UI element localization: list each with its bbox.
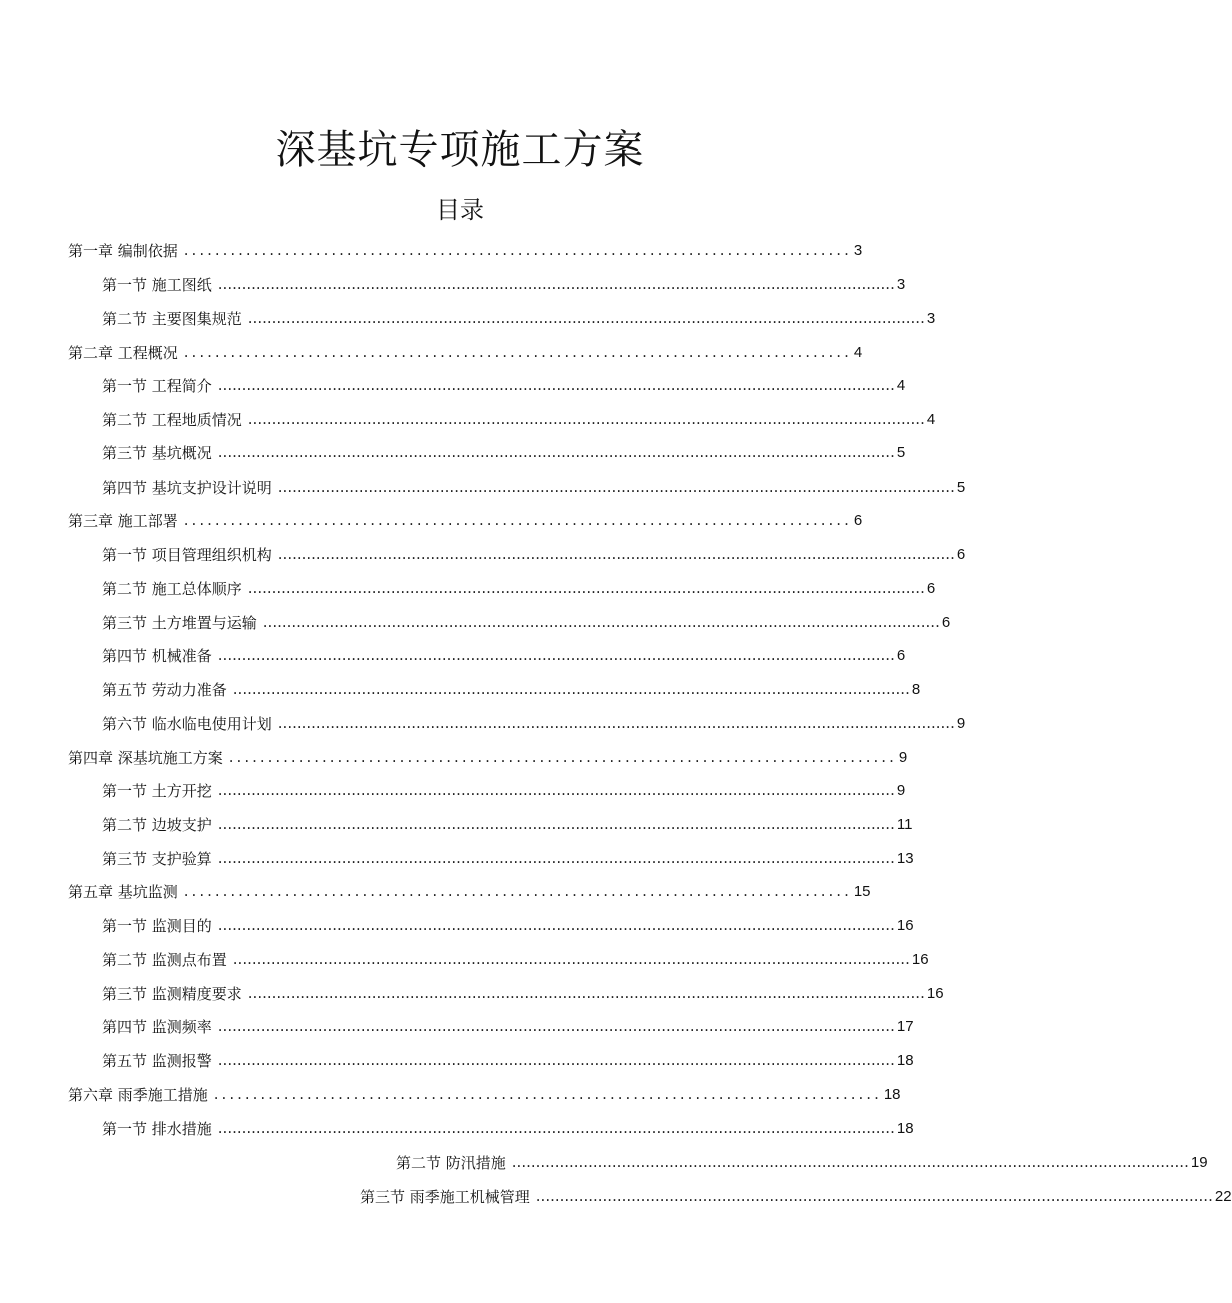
toc-entry-section[interactable] <box>102 408 936 430</box>
toc-entry-section[interactable] <box>396 1151 1208 1173</box>
toc-entry-page: 6 <box>896 646 906 664</box>
toc-entry-label: 第一节 项目管理组织机构 <box>102 545 272 564</box>
dot-leader: ...................................................................................... <box>183 511 852 529</box>
toc-entry-page: 15 <box>853 882 871 900</box>
dot-leader: .............................................................................................................................................. <box>247 410 925 428</box>
toc-entry-section[interactable] <box>360 1185 1232 1207</box>
dot-leader: ...................................................................................... <box>228 748 897 766</box>
toc-entry-label: 第一节 排水措施 <box>102 1119 212 1138</box>
toc-entry-page: 3 <box>853 241 863 259</box>
toc-entry-label: 第四节 监测频率 <box>102 1017 212 1036</box>
toc-entry-label: 第三节 土方堆置与运输 <box>102 613 257 632</box>
toc-entry-section[interactable] <box>102 441 906 463</box>
toc-entry-page: 9 <box>898 748 908 766</box>
dot-leader: .............................................................................................................................................. <box>217 376 895 394</box>
toc-entry-label: 第二节 工程地质情况 <box>102 410 242 429</box>
toc-entry-page: 4 <box>896 376 906 394</box>
toc-entry-page: 6 <box>941 613 951 631</box>
toc-entry-label: 第一节 土方开挖 <box>102 781 212 800</box>
toc-entry-chapter[interactable] <box>68 239 863 261</box>
toc-entry-section[interactable] <box>102 374 906 396</box>
toc-entry-section[interactable] <box>102 1049 914 1071</box>
toc-entry-label: 第三节 雨季施工机械管理 <box>360 1187 530 1206</box>
toc-entry-page: 18 <box>896 1051 914 1069</box>
document-title: 深基坑专项施工方案 <box>275 127 645 173</box>
dot-leader: .............................................................................................................................................. <box>247 579 925 597</box>
toc-entry-section[interactable] <box>102 779 906 801</box>
toc-entry-section[interactable] <box>102 948 929 970</box>
toc-entry-chapter[interactable] <box>68 509 863 531</box>
toc-entry-section[interactable] <box>102 611 951 633</box>
toc-entry-section[interactable] <box>102 307 936 329</box>
dot-leader: .............................................................................................................................................. <box>217 781 895 799</box>
toc-entry-page: 4 <box>926 410 936 428</box>
toc-entry-page: 6 <box>853 511 863 529</box>
dot-leader: ...................................................................................... <box>183 882 852 900</box>
toc-entry-section[interactable] <box>102 543 966 565</box>
dot-leader: .............................................................................................................................................. <box>217 1017 895 1035</box>
toc-entry-label: 第二章 工程概况 <box>68 343 178 362</box>
toc-entry-chapter[interactable] <box>68 1083 901 1105</box>
dot-leader: ...................................................................................... <box>183 241 852 259</box>
toc-entry-page: 9 <box>956 714 966 732</box>
toc-entry-label: 第四节 机械准备 <box>102 646 212 665</box>
toc-entry-page: 16 <box>926 984 944 1002</box>
toc-entry-page: 22 <box>1214 1187 1232 1205</box>
dot-leader: .............................................................................................................................................. <box>217 916 895 934</box>
dot-leader: .............................................................................................................................................. <box>277 545 955 563</box>
toc-entry-page: 13 <box>896 849 914 867</box>
toc-entry-chapter[interactable] <box>68 880 871 902</box>
toc-entry-label: 第三节 基坑概况 <box>102 443 212 462</box>
toc-entry-label: 第四章 深基坑施工方案 <box>68 748 223 767</box>
toc-entry-section[interactable] <box>102 914 914 936</box>
toc-entry-label: 第六章 雨季施工措施 <box>68 1085 208 1104</box>
toc-entry-label: 第二节 防汛措施 <box>396 1153 506 1172</box>
dot-leader: .............................................................................................................................................. <box>217 1119 895 1137</box>
toc-entry-page: 17 <box>896 1017 914 1035</box>
toc-entry-label: 第五节 劳动力准备 <box>102 680 227 699</box>
toc-entry-section[interactable] <box>102 273 906 295</box>
dot-leader: .............................................................................................................................................. <box>277 714 955 732</box>
dot-leader: ...................................................................................... <box>183 343 852 361</box>
toc-entry-section[interactable] <box>102 1015 914 1037</box>
toc-entry-section[interactable] <box>102 982 944 1004</box>
toc-entry-page: 18 <box>883 1085 901 1103</box>
toc-entry-section[interactable] <box>102 813 913 835</box>
dot-leader: .............................................................................................................................................. <box>262 613 940 631</box>
dot-leader: .............................................................................................................................................. <box>217 849 895 867</box>
toc-entry-label: 第五章 基坑监测 <box>68 882 178 901</box>
toc-entry-label: 第三章 施工部署 <box>68 511 178 530</box>
toc-entry-section[interactable] <box>102 678 921 700</box>
toc-entry-label: 第二节 监测点布置 <box>102 950 227 969</box>
dot-leader: .............................................................................................................................................. <box>511 1153 1189 1171</box>
toc-entry-label: 第二节 施工总体顺序 <box>102 579 242 598</box>
dot-leader: .............................................................................................................................................. <box>217 443 895 461</box>
toc-entry-page: 8 <box>911 680 921 698</box>
toc-entry-label: 第一节 监测目的 <box>102 916 212 935</box>
toc-entry-page: 9 <box>896 781 906 799</box>
toc-entry-label: 第二节 边坡支护 <box>102 815 212 834</box>
dot-leader: .............................................................................................................................................. <box>535 1187 1213 1205</box>
toc-entry-label: 第一章 编制依据 <box>68 241 178 260</box>
toc-entry-section[interactable] <box>102 847 914 869</box>
toc-entry-label: 第一节 工程简介 <box>102 376 212 395</box>
dot-leader: .............................................................................................................................................. <box>277 478 955 496</box>
dot-leader: .............................................................................................................................................. <box>232 950 910 968</box>
toc-entry-page: 6 <box>926 579 936 597</box>
toc-entry-label: 第三节 监测精度要求 <box>102 984 242 1003</box>
toc-entry-label: 第四节 基坑支护设计说明 <box>102 478 272 497</box>
toc-entry-section[interactable] <box>102 644 906 666</box>
toc-entry-page: 16 <box>911 950 929 968</box>
toc-entry-page: 6 <box>956 545 966 563</box>
toc-entry-page: 3 <box>896 275 906 293</box>
toc-entry-label: 第三节 支护验算 <box>102 849 212 868</box>
dot-leader: .............................................................................................................................................. <box>217 646 895 664</box>
toc-entry-page: 11 <box>896 815 913 833</box>
toc-entry-page: 5 <box>896 443 906 461</box>
dot-leader: .............................................................................................................................................. <box>247 984 925 1002</box>
toc-entry-section[interactable] <box>102 476 966 498</box>
dot-leader: .............................................................................................................................................. <box>247 309 925 327</box>
toc-entry-page: 16 <box>896 916 914 934</box>
toc-entry-chapter[interactable] <box>68 746 908 768</box>
dot-leader: ...................................................................................... <box>213 1085 882 1103</box>
toc-entry-label: 第二节 主要图集规范 <box>102 309 242 328</box>
toc-entry-page: 19 <box>1190 1153 1208 1171</box>
toc-entry-section[interactable] <box>102 1117 914 1139</box>
toc-entry-label: 第五节 监测报警 <box>102 1051 212 1070</box>
toc-entry-section[interactable] <box>102 712 966 734</box>
toc-entry-page: 18 <box>896 1119 914 1137</box>
dot-leader: .............................................................................................................................................. <box>217 815 895 833</box>
toc-entry-page: 4 <box>853 343 863 361</box>
toc-entry-page: 5 <box>956 478 966 496</box>
toc-entry-label: 第一节 施工图纸 <box>102 275 212 294</box>
toc-entry-label: 第六节 临水临电使用计划 <box>102 714 272 733</box>
dot-leader: .............................................................................................................................................. <box>217 1051 895 1069</box>
toc-entry-page: 3 <box>926 309 936 327</box>
toc-entry-section[interactable] <box>102 577 936 599</box>
dot-leader: .............................................................................................................................................. <box>217 275 895 293</box>
toc-heading: 目录 <box>436 196 484 224</box>
toc-entry-chapter[interactable] <box>68 341 863 363</box>
dot-leader: .............................................................................................................................................. <box>232 680 910 698</box>
